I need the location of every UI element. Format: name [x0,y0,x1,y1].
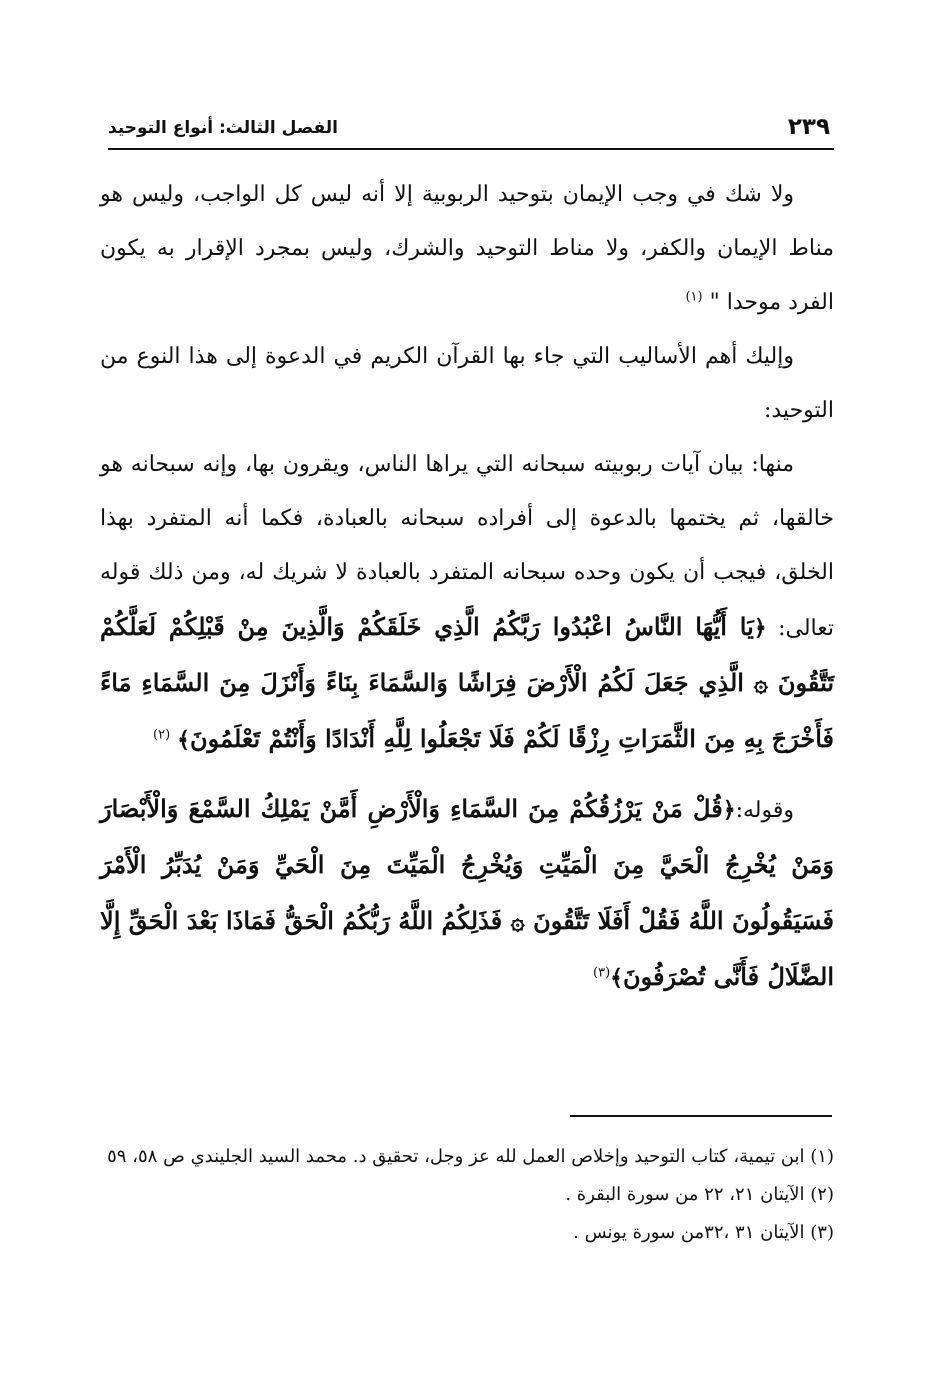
paragraph [100,330,834,438]
footnote-number: (١) [810,1146,834,1167]
quran-close-bracket: ﴾ [610,965,624,991]
footnote-number: (٣) [810,1222,834,1243]
header-divider [108,148,834,150]
footnote-text: الآيتان ٣١ ،٣٢من سورة يونس . [573,1222,805,1243]
footnote-divider [570,1115,832,1117]
footnote-number: (٢) [810,1184,834,1205]
paragraph [100,782,834,1006]
quran-verse: يَا أَيُّهَا النَّاسُ اعْبُدُوا رَبَّكُمُ الَّذِي خَلَقَكُمْ وَالَّذِينَ مِنْ قَبْلِكُمْ لَعَلَّكُمْ تَتَّقُونَ ۞ الَّذِي جَعَلَ لَكُمُ الْأَرْضَ فِرَاشًا وَالسَّمَاءَ بِنَاءً وَأَنْزَلَ مِنَ السَّمَاءِ مَاءً فَأَخْرَجَ بِهِ مِنَ الثَّمَرَاتِ رِزْقًا لَكُمْ فَلَا تَجْعَلُوا لِلَّهِ أَنْدَادًا وَأَنْتُمْ تَعْلَمُونَ [100,612,834,753]
paragraph-text: ولا شك في وجب الإيمان بتوحيد الربوبية إلا أنه ليس كل الواجب، وليس هو مناط الإيمان والكفر، ولا مناط التوحيد والشرك، وليس بمجرد الإقرار به يكون الفرد موحدا " [100,182,834,315]
footnote-marker: (٢) [153,727,171,743]
footnote-text: الآيتان ٢١، ٢٢ من سورة البقرة . [565,1184,805,1205]
running-header [108,112,832,146]
page-number: ٢٣٩ [787,114,830,140]
paragraph-text: وإليك أهم الأساليب التي جاء بها القرآن الكريم في الدعوة إلى هذا النوع من التوحيد: [100,344,834,423]
paragraph [100,168,834,330]
footnote [100,1176,834,1214]
paragraph-text: وقوله: [735,798,794,823]
footnote-marker: (٣) [593,965,611,981]
quran-open-bracket: ﴿ [722,797,736,823]
paragraph [100,438,834,768]
paragraph-text: منها: بيان آيات ربوبيته سبحانه التي يراها الناس، ويقرون بها، وإنه سبحانه هو خالقها، ثم يختمها بالدعوة إلى أفراده سبحانه بالعبادة، فكما أنه المتفرد بهذا الخلق، فيجب أن يكون وحده سبحانه المتفرد بالعبادة لا شريك له، ومن ذلك قوله تعالى: [100,452,834,641]
quran-verse: قُلْ مَنْ يَرْزُقُكُمْ مِنَ السَّمَاءِ وَالْأَرْضِ أَمَّنْ يَمْلِكُ السَّمْعَ وَالْأَبْصَارَ وَمَنْ يُخْرِجُ الْحَيَّ مِنَ الْمَيِّتِ وَيُخْرِجُ الْمَيِّتَ مِنَ الْحَيِّ وَمَنْ يُدَبِّرُ الْأَمْرَ فَسَيَقُولُونَ اللَّهُ فَقُلْ أَفَلَا تَتَّقُونَ ۞ فَذَلِكُمُ اللَّهُ رَبُّكُمُ الْحَقُّ فَمَاذَا بَعْدَ الْحَقِّ إِلَّا الضَّلَالُ فَأَنَّى تُصْرَفُونَ [100,794,834,991]
footnote-text: ابن تيمية، كتاب التوحيد وإخلاص العمل لله عز وجل، تحقيق د. محمد السيد الجليندي ص ٥٨، ٥٩ [107,1146,805,1167]
quran-close-bracket: ﴾ [177,727,191,753]
chapter-title: الفصل الثالث: أنواع التوحيد [108,118,338,138]
footnotes [100,1138,834,1252]
footnote [100,1214,834,1252]
footnote-marker: (١) [685,289,703,305]
footnote [100,1138,834,1176]
main-text [100,168,834,1006]
quran-open-bracket: ﴿ [753,615,767,641]
